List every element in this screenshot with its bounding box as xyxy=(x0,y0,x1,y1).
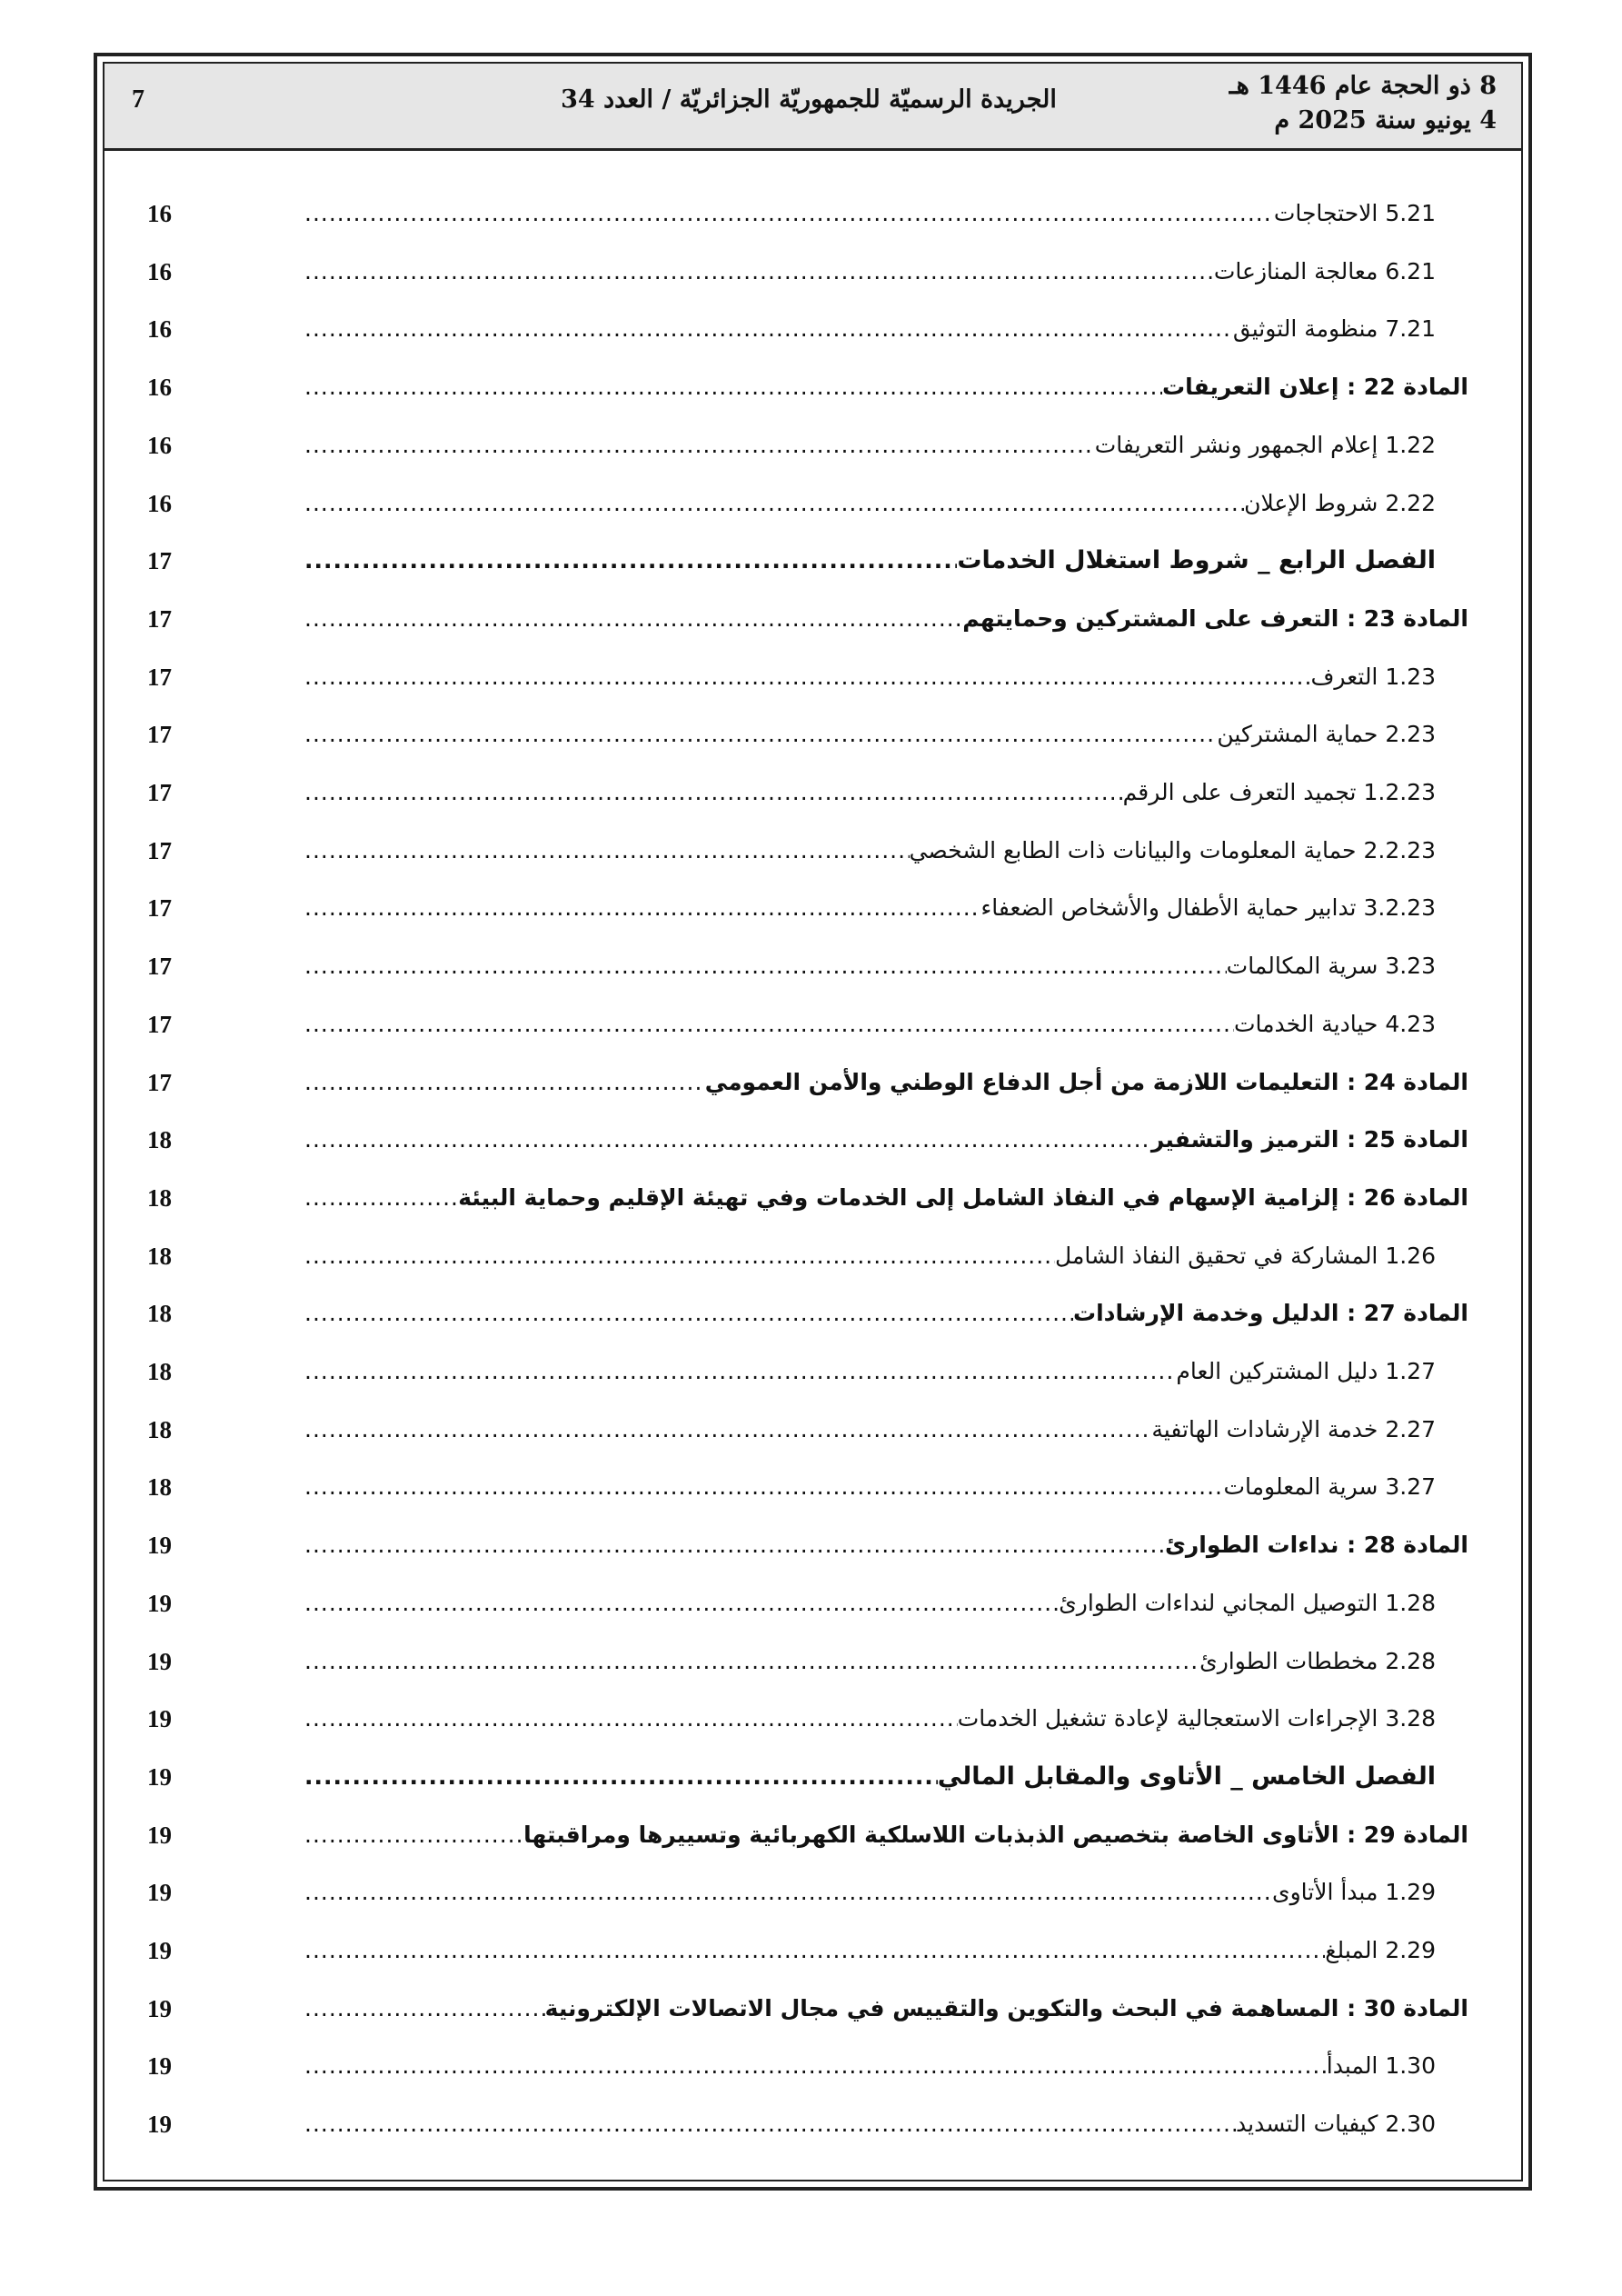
dot-leader xyxy=(304,1757,938,1797)
toc-entry-title: 1.22 إعلام الجمهور ونشر التعريفات xyxy=(1094,432,1436,458)
dot-leader xyxy=(304,1642,1199,1682)
toc-entry-title: 3.27 سرية المعلومات xyxy=(1223,1473,1436,1500)
dot-leader xyxy=(304,1293,1073,1333)
toc-section-row xyxy=(0,1583,1622,1623)
toc-entry-title: المادة 22 : إعلان التعريفات xyxy=(1162,374,1468,400)
toc-entry-title: 1.26 المشاركة في تحقيق النفاذ الشامل xyxy=(1055,1243,1436,1269)
toc-entry xyxy=(304,1293,1468,1333)
toc-section-row xyxy=(0,1352,1622,1392)
toc-entry xyxy=(304,2046,1436,2086)
toc-page-number: 17 xyxy=(147,894,172,922)
toc-page-number: 18 xyxy=(147,1243,172,1270)
dot-leader xyxy=(304,541,957,581)
toc-entry xyxy=(304,309,1436,349)
toc-entry-title: 2.22 شروط الإعلان xyxy=(1244,490,1436,516)
toc-section-row xyxy=(0,1642,1622,1682)
dot-leader xyxy=(304,1815,523,1855)
toc-entry-title: 5.21 الاحتجاجات xyxy=(1273,200,1436,226)
dot-leader xyxy=(304,1063,705,1103)
toc-page-number: 17 xyxy=(147,953,172,980)
dot-leader xyxy=(304,1410,1151,1450)
toc-section-row xyxy=(0,1872,1622,1912)
toc-entry xyxy=(304,1757,1436,1797)
dot-leader xyxy=(304,2104,1236,2144)
toc-entry xyxy=(304,367,1468,407)
toc-section-row xyxy=(0,252,1622,292)
toc-entry xyxy=(304,1410,1436,1450)
toc-entry-title: الفصل الرابع _ شروط استغلال الخدمات xyxy=(957,546,1436,574)
toc-page-number: 18 xyxy=(147,1358,172,1385)
toc-page-number: 17 xyxy=(147,1011,172,1038)
toc-page-number: 19 xyxy=(147,1532,172,1559)
dot-leader xyxy=(304,1931,1325,1971)
toc-entry-title: المادة 30 : المساهمة في البحث والتكوين والتقييس في مجال الاتصالات الإلكترونية xyxy=(544,1995,1468,2021)
toc-section-row xyxy=(0,309,1622,349)
toc-page-number: 16 xyxy=(147,374,172,401)
toc-article-row xyxy=(0,1525,1622,1565)
toc-section-row xyxy=(0,888,1622,928)
toc-entry-title: المادة 29 : الأتاوى الخاصة بتخصيص الذبذبات اللاسلكية الكهربائية وتسييرها ومراقبتها xyxy=(523,1822,1468,1848)
toc-entry-title: 7.21 منظومة التوثيق xyxy=(1232,315,1436,342)
toc-entry xyxy=(304,1004,1436,1044)
toc-section-row xyxy=(0,2104,1622,2144)
toc-section-row xyxy=(0,484,1622,524)
toc-page-number: 19 xyxy=(147,2111,172,2138)
toc-entry-title: 3.2.23 تدابير حماية الأطفال والأشخاص الضعفاء xyxy=(980,894,1436,921)
toc-article-row xyxy=(0,1178,1622,1218)
toc-page-number: 17 xyxy=(147,547,172,574)
toc-entry xyxy=(304,425,1436,465)
toc-page-number: 18 xyxy=(147,1126,172,1153)
dot-leader xyxy=(304,773,1123,813)
dot-leader xyxy=(304,1583,1059,1623)
toc-entry xyxy=(304,714,1436,754)
toc-page-number: 16 xyxy=(147,200,172,227)
toc-entry-title: المادة 24 : التعليمات اللازمة من أجل الدفاع الوطني والأمن العمومي xyxy=(704,1069,1468,1095)
dot-leader xyxy=(304,1120,1151,1160)
dot-leader xyxy=(304,599,962,639)
toc-entry xyxy=(304,1583,1436,1623)
toc-entry-title: 1.30 المبدأ xyxy=(1326,2052,1436,2079)
dot-leader xyxy=(304,484,1244,524)
dot-leader xyxy=(304,1699,958,1739)
toc-entry-title: 1.27 دليل المشتركين العام xyxy=(1176,1358,1436,1384)
dot-leader xyxy=(304,367,1162,407)
dot-leader xyxy=(304,309,1233,349)
toc-article-row xyxy=(0,1063,1622,1103)
toc-entry-title: 2.2.23 حماية المعلومات والبيانات ذات الطابع الشخصي xyxy=(909,837,1436,863)
toc-page-number: 18 xyxy=(147,1300,172,1327)
toc-page-number: 19 xyxy=(147,1879,172,1906)
toc-entry-title: المادة 28 : نداءات الطوارئ xyxy=(1164,1532,1468,1558)
toc-section-row xyxy=(0,1931,1622,1971)
toc-entry-title: 6.21 معالجة المنازعات xyxy=(1213,258,1436,285)
toc-article-row xyxy=(0,1293,1622,1333)
toc-article-row xyxy=(0,1120,1622,1160)
dot-leader xyxy=(304,1178,458,1218)
toc-entry xyxy=(304,1525,1468,1565)
toc-page-number: 19 xyxy=(147,1648,172,1675)
toc-article-row xyxy=(0,1815,1622,1855)
dot-leader xyxy=(304,1989,545,2029)
dot-leader xyxy=(304,1467,1224,1507)
toc-section-row xyxy=(0,194,1622,234)
toc-section-row xyxy=(0,831,1622,871)
toc-page-number: 17 xyxy=(147,837,172,864)
toc-section-row xyxy=(0,714,1622,754)
dot-leader xyxy=(304,1004,1234,1044)
toc-chapter-row xyxy=(0,541,1622,581)
toc-entry xyxy=(304,1467,1436,1507)
toc-entry xyxy=(304,2104,1436,2144)
toc-section-row xyxy=(0,1410,1622,1450)
header-title: الجريدة الرسميّة للجمهوريّة الجزائريّة / العدد 34 xyxy=(561,85,1057,114)
toc-entry xyxy=(304,252,1436,292)
header-date-hijri: 8 ذو الحجة عام 1446 هـ xyxy=(1229,72,1497,100)
toc-entry xyxy=(304,1872,1436,1912)
toc-entry xyxy=(304,1178,1468,1218)
toc-entry-title: 2.23 حماية المشتركين xyxy=(1217,721,1436,747)
toc-entry-title: الفصل الخامس _ الأتاوى والمقابل المالي xyxy=(937,1762,1436,1791)
dot-leader xyxy=(304,194,1274,234)
toc-page-number: 17 xyxy=(147,664,172,691)
toc-section-row xyxy=(0,1004,1622,1044)
dot-leader xyxy=(304,946,1227,986)
toc-article-row xyxy=(0,1989,1622,2029)
toc-entry xyxy=(304,541,1436,581)
toc-entry-title: 1.2.23 تجميد التعرف على الرقم xyxy=(1122,779,1436,805)
toc-entry xyxy=(304,831,1436,871)
toc-page-number: 19 xyxy=(147,1590,172,1617)
toc-entry xyxy=(304,773,1436,813)
toc-article-row xyxy=(0,367,1622,407)
toc-article-row xyxy=(0,599,1622,639)
toc-page-number: 17 xyxy=(147,721,172,748)
toc-entry-title: 1.28 التوصيل المجاني لنداءات الطوارئ xyxy=(1059,1590,1436,1616)
toc-page-number: 19 xyxy=(147,1705,172,1732)
toc-entry xyxy=(304,1120,1468,1160)
toc-page-number: 19 xyxy=(147,1763,172,1791)
toc-entry-title: المادة 27 : الدليل وخدمة الإرشادات xyxy=(1072,1300,1468,1326)
dot-leader xyxy=(304,657,1311,697)
dot-leader xyxy=(304,252,1214,292)
dot-leader xyxy=(304,1352,1176,1392)
header-date-gregorian: 4 يونيو سنة 2025 م xyxy=(1274,106,1497,135)
toc-page-number: 19 xyxy=(147,2052,172,2080)
toc-entry-title: 2.30 كيفيات التسديد xyxy=(1236,2111,1436,2137)
toc-entry xyxy=(304,1699,1436,1739)
toc-section-row xyxy=(0,425,1622,465)
toc-entry-title: 2.27 خدمة الإرشادات الهاتفية xyxy=(1151,1416,1436,1442)
toc-entry-title: المادة 25 : الترميز والتشفير xyxy=(1150,1126,1468,1153)
dot-leader xyxy=(304,2046,1327,2086)
toc-section-row xyxy=(0,2046,1622,2086)
toc-entry xyxy=(304,1931,1436,1971)
toc-entry xyxy=(304,1642,1436,1682)
dot-leader xyxy=(304,1872,1272,1912)
dot-leader xyxy=(304,888,980,928)
toc-page-number: 17 xyxy=(147,779,172,806)
toc-entry xyxy=(304,657,1436,697)
toc-page-number: 16 xyxy=(147,258,172,285)
toc-entry-title: 3.28 الإجراءات الاستعجالية لإعادة تشغيل الخدمات xyxy=(957,1705,1436,1732)
dot-leader xyxy=(304,1236,1055,1276)
toc-section-row xyxy=(0,1236,1622,1276)
toc-entry xyxy=(304,888,1436,928)
toc-section-row xyxy=(0,1699,1622,1739)
toc-page-number: 17 xyxy=(147,605,172,633)
toc-entry xyxy=(304,1063,1468,1103)
toc-entry-title: 2.29 المبلغ xyxy=(1325,1937,1436,1963)
toc-page-number: 18 xyxy=(147,1473,172,1501)
toc-entry xyxy=(304,1352,1436,1392)
toc-page-number: 19 xyxy=(147,1822,172,1849)
toc-entry-title: 1.29 مبدأ الأتاوى xyxy=(1272,1879,1436,1905)
toc-entry xyxy=(304,194,1436,234)
header-page-number: 7 xyxy=(132,85,144,114)
toc-entry-title: 4.23 حيادية الخدمات xyxy=(1233,1011,1436,1037)
dot-leader xyxy=(304,425,1095,465)
toc-entry-title: المادة 26 : إلزامية الإسهام في النفاذ الشامل إلى الخدمات وفي تهيئة الإقليم وحماية البيئة xyxy=(458,1184,1468,1211)
toc-entry xyxy=(304,1236,1436,1276)
toc-page-number: 19 xyxy=(147,1937,172,1964)
toc-entry-title: المادة 23 : التعرف على المشتركين وحمايتهم xyxy=(962,605,1468,632)
toc-entry xyxy=(304,946,1436,986)
dot-leader xyxy=(304,714,1217,754)
toc-entry-title: 2.28 مخططات الطوارئ xyxy=(1199,1648,1436,1674)
toc-entry xyxy=(304,1989,1468,2029)
toc-page-number: 18 xyxy=(147,1416,172,1443)
toc-entry-title: 3.23 سرية المكالمات xyxy=(1226,953,1436,979)
dot-leader xyxy=(304,831,910,871)
toc-page-number: 18 xyxy=(147,1184,172,1212)
toc-section-row xyxy=(0,773,1622,813)
toc-chapter-row xyxy=(0,1757,1622,1797)
toc-page-number: 16 xyxy=(147,432,172,459)
toc-page-number: 19 xyxy=(147,1995,172,2022)
toc-section-row xyxy=(0,657,1622,697)
toc-entry-title: 1.23 التعرف xyxy=(1310,664,1436,690)
toc-page-number: 16 xyxy=(147,490,172,517)
toc-page-number: 16 xyxy=(147,315,172,343)
toc-section-row xyxy=(0,946,1622,986)
dot-leader xyxy=(304,1525,1165,1565)
toc-page-number: 17 xyxy=(147,1069,172,1096)
toc-entry xyxy=(304,484,1436,524)
toc-entry xyxy=(304,1815,1468,1855)
toc-entry xyxy=(304,599,1468,639)
toc-section-row xyxy=(0,1467,1622,1507)
